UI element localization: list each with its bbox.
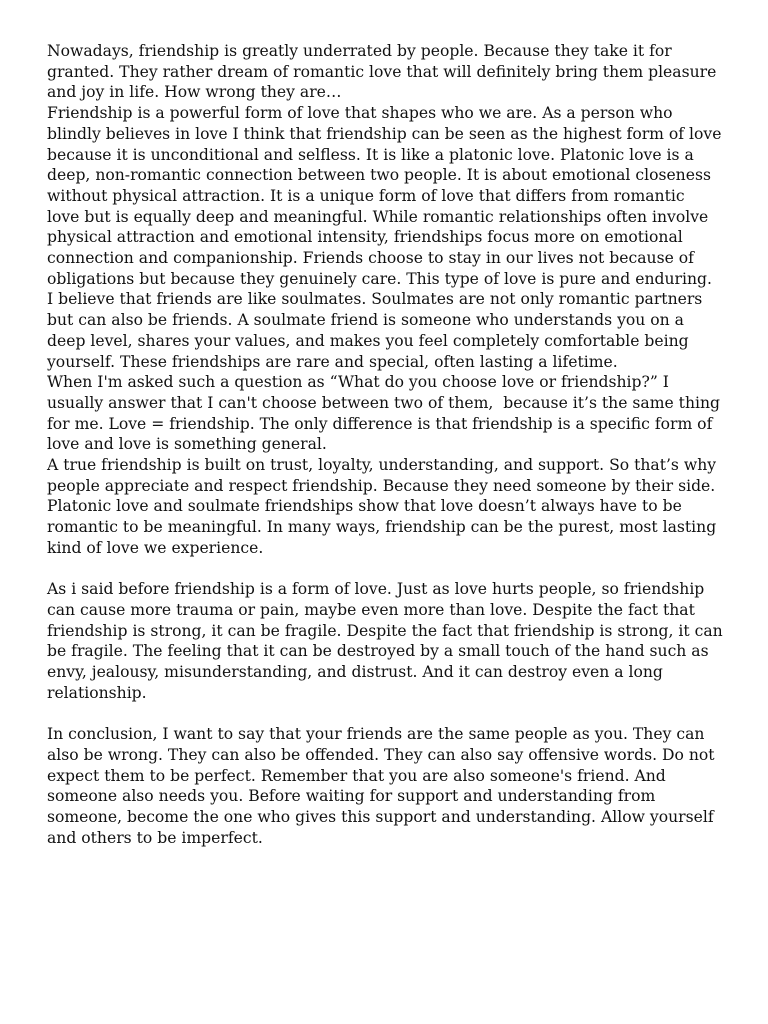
text-line: Nowadays, friendship is greatly underrated by people. Because they take it for [47,42,672,60]
paragraph-soulmates [47,289,747,372]
text-line: In conclusion, I want to say that your friends are the same people as you. They can [47,725,705,744]
text-line: envy, jealousy, misunderstanding, and distrust. And it can destroy even a long [47,663,663,682]
text-line: deep, non-romantic connection between two people. It is about emotional closeness [47,166,711,185]
paragraph-friendship-love [47,103,747,289]
text-line: people appreciate and respect friendship. Because they need someone by their side. [47,476,716,495]
text-line: When I'm asked such a question as “What do you choose love or friendship?” I [47,373,669,392]
text-line: obligations but because they genuinely care. This type of love is pure and enduring. [47,269,712,288]
text-line: relationship. [47,683,147,702]
text-line: physical attraction and emotional intensity, friendships focus more on emotional [47,228,683,247]
paragraph-choice-question [47,372,747,455]
text-line: but can also be friends. A soulmate friend is someone who understands you on a [47,311,684,330]
text-line: blindly believes in love I think that friendship can be seen as the highest form of love [47,124,722,143]
text-line: Friendship is a powerful form of love that shapes who we are. As a person who [47,104,673,123]
text-line: yourself. These friendships are rare and special, often lasting a lifetime. [47,352,618,371]
text-line: deep level, shares your values, and makes you feel completely comfortable being [47,331,689,350]
text-line: friendship is strong, it can be fragile. Despite the fact that friendship is strong, it can [47,621,723,640]
text-line: kind of love we experience. [47,538,264,557]
document-page [47,41,747,848]
paragraph-conclusion [47,724,747,848]
text-line: usually answer that I can't choose between two of them, because it’s the same thing [47,393,721,412]
text-line: can cause more trauma or pain, maybe even more than love. Despite the fact that [47,600,695,619]
text-line: Platonic love and soulmate friendships show that love doesn’t always have to be [47,497,682,516]
text-line: romantic to be meaningful. In many ways, friendship can be the purest, most lasting [47,518,717,537]
text-line: love but is equally deep and meaningful. While romantic relationships often involve [47,207,709,226]
paragraph-spacer [47,703,747,724]
text-line: someone also needs you. Before waiting for support and understanding from [47,787,656,806]
text-line: and joy in life. How wrong they are… [47,83,342,102]
text-line: I believe that friends are like soulmates. Soulmates are not only romantic partners [47,290,703,309]
text-line: and others to be imperfect. [47,828,263,847]
text-line: be fragile. The feeling that it can be destroyed by a small touch of the hand such as [47,642,709,661]
paragraph-spacer [47,559,747,580]
paragraph-fragility [47,579,747,703]
paragraph-intro [47,41,747,103]
text-line: love and love is something general. [47,435,327,454]
text-line: someone, become the one who gives this support and understanding. Allow yourself [47,807,714,826]
text-line: expect them to be perfect. Remember that you are also someone's friend. And [47,766,666,785]
text-line: granted. They rather dream of romantic love that will definitely bring them pleasure [47,62,717,81]
text-line: A true friendship is built on trust, loyalty, understanding, and support. So that’s why [47,456,717,475]
text-line: because it is unconditional and selfless. It is like a platonic love. Platonic love is a [47,145,694,164]
text-line: connection and companionship. Friends choose to stay in our lives not because of [47,249,694,268]
paragraph-true-friendship [47,455,747,559]
text-line: without physical attraction. It is a unique form of love that differs from romantic [47,186,685,205]
text-line: As i said before friendship is a form of love. Just as love hurts people, so friendship [47,580,705,599]
text-line: also be wrong. They can also be offended. They can also say offensive words. Do not [47,745,715,764]
text-line: for me. Love = friendship. The only difference is that friendship is a specific form of [47,414,713,433]
